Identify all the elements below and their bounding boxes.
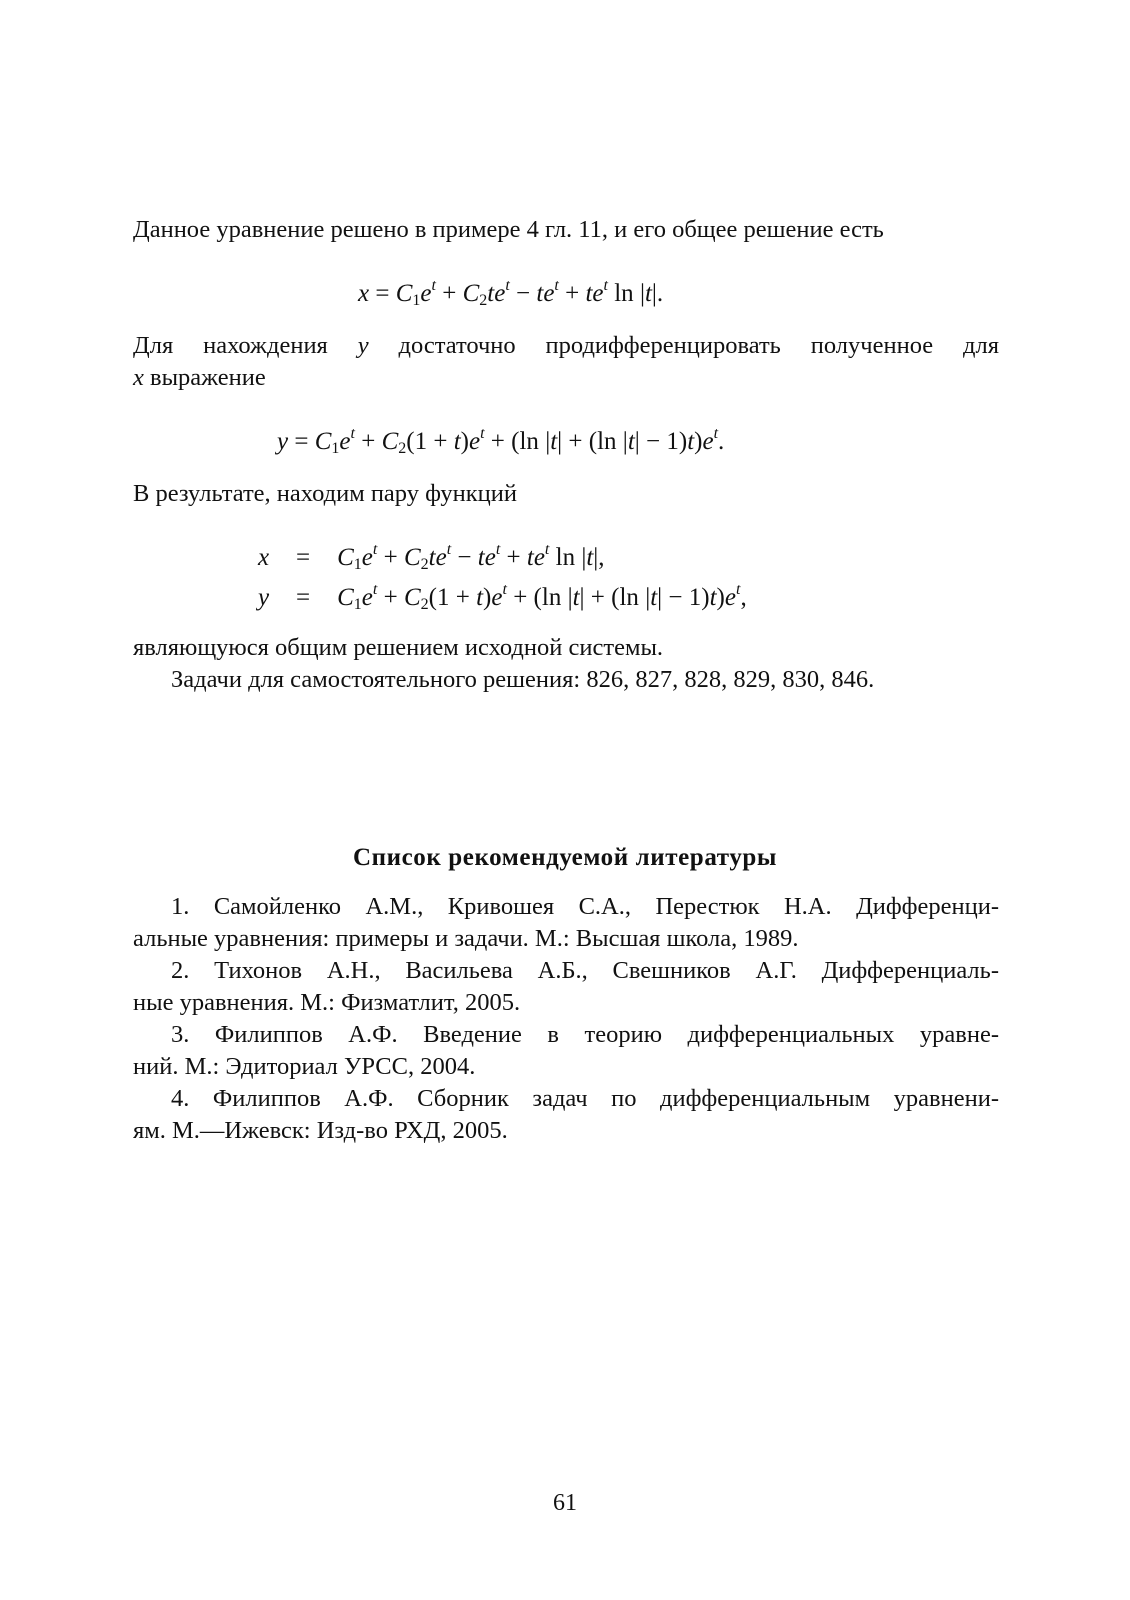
- equation-x-general: $x = C_1e^t + C_2te^t - te^t + te^t$ ln |t|.: [358, 277, 664, 309]
- reference-3-line-1: 3. Филиппов А.Ф. Введение в теорию дифференциальных уравне-: [171, 1021, 999, 1048]
- reference-1-line-2: альные уравнения: примеры и задачи. М.: Высшая школа, 1989.: [133, 925, 799, 952]
- equation-y-derivative: $y = C_1e^t + C_2(1 + t)e^t + (\ln$ |t| + (ln $|t| - 1)t)e^t$.: [277, 425, 725, 457]
- reference-3-line-2: ний. М.: Эдиториал УРСС, 2004.: [133, 1053, 476, 1080]
- reference-4-line-2: ям. М.—Ижевск: Изд-во РХД, 2005.: [133, 1117, 508, 1144]
- references-heading: Список рекомендуемой литературы: [352, 844, 778, 871]
- paragraph-1: Данное уравнение решено в примере 4 гл. 11, и его общее решение есть: [133, 216, 884, 243]
- paragraph-2-line-2: x выражение: [133, 364, 266, 391]
- reference-4-line-1: 4. Филиппов А.Ф. Сборник задач по дифференциальным уравнени-: [171, 1085, 999, 1112]
- paragraph-2-line-1: Для нахождения y достаточно продифференцировать полученное для: [133, 332, 999, 359]
- exercises-line: Задачи для самостоятельного решения: 826, 827, 828, 829, 830, 846.: [171, 666, 875, 693]
- paragraph-3: В результате, находим пару функций: [133, 480, 517, 507]
- system-row-y: $y = C_1e^t + C_2(1 + t)e^t + (\ln$ |t| + (ln $|t| - 1)t)e^t$,: [258, 581, 747, 613]
- reference-2-line-1: 2. Тихонов А.Н., Васильева А.Б., Свешников А.Г. Дифференциаль-: [171, 957, 999, 984]
- paragraph-4: являющуюся общим решением исходной системы.: [133, 634, 664, 661]
- system-row-x: $x = C_1e^t + C_2te^t - te^t + te^t$ ln |t|,: [258, 541, 605, 573]
- page-number: 61: [553, 1490, 577, 1516]
- reference-2-line-2: ные уравнения. М.: Физматлит, 2005.: [133, 989, 521, 1016]
- reference-1-line-1: 1. Самойленко А.М., Кривошея С.А., Перестюк Н.А. Дифференци-: [171, 893, 999, 920]
